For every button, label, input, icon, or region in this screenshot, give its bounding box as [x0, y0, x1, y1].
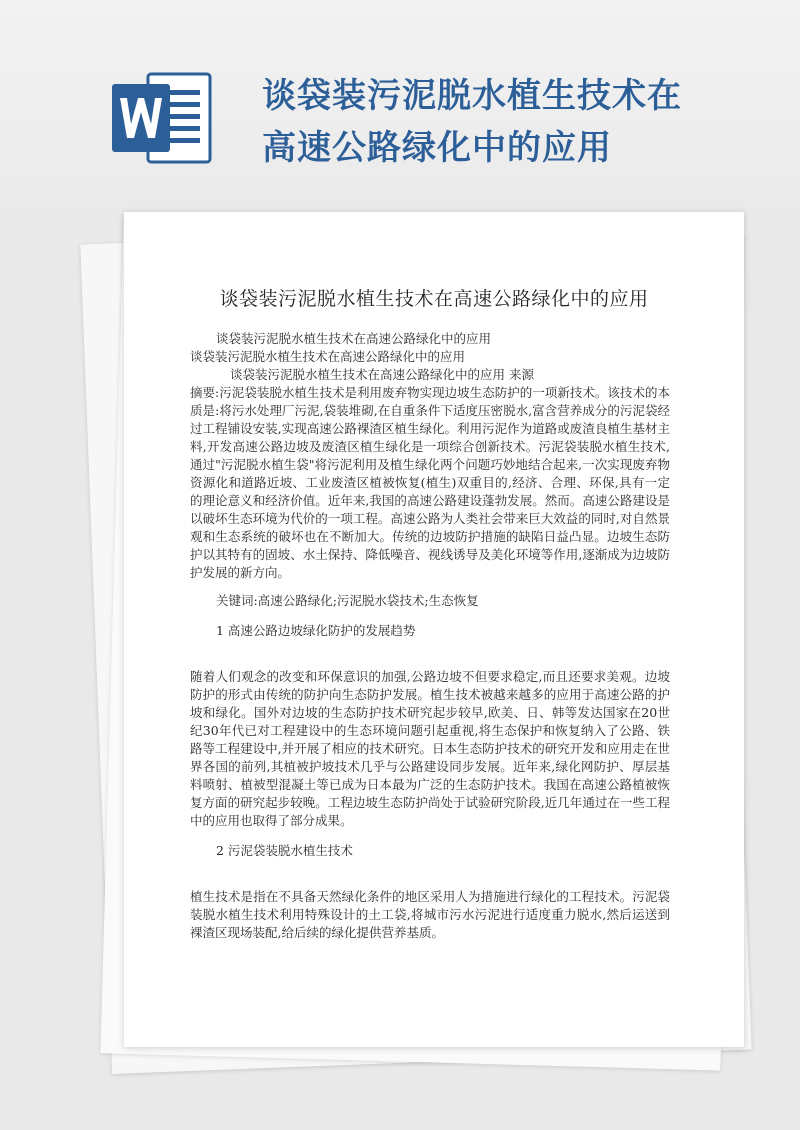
abstract-paragraph: 摘要:污泥袋装脱水植生技术是利用废弃物实现边坡生态防护的一项新技术。该技术的本质是:将污水处理厂污泥,袋装堆砌,在自重条件下适度压密脱水,富含营养成分的污泥袋经过工程铺设安装,实现高速公路裸渣区植生绿化。利用污泥作为道路或废渣良植生基材主料,开发高速公路边坡及废渣区植生绿化是一项综合创新技术。污泥袋装脱水植生技术,通过"污泥脱水植生袋"将污泥利用及植生绿化两个问题巧妙地结合起来,一次实现废弃物资源化和道路近坡、工业废渣区植被恢复(植生)双重目的,经济、合理、环保,具有一定的理论意义和经济价值。近年来,我国的高速公路建设蓬勃发展。然而。高速公路建设是以破坏生态环境为代价的一项工程。高速公路为人类社会带来巨大效益的同时,对自然景观和生态系统的破坏也在不断加大。传统的边坡防护措施的缺陷日益凸显。边坡生态防护以其特有的固坡、水土保持、降低噪音、视线诱导及美化环境等作用,逐渐成为边坡防护发展的新方向。 [190, 385, 670, 580]
section-heading: 1 高速公路边坡绿化防护的发展趋势 [216, 623, 416, 638]
header-banner [0, 0, 800, 215]
document-page [124, 212, 744, 1047]
body-paragraph: 谈袋装污泥脱水植生技术在高速公路绿化中的应用 [190, 349, 466, 364]
body-paragraph: 谈袋装污泥脱水植生技术在高速公路绿化中的应用 [216, 331, 492, 346]
word-document-icon [110, 68, 215, 168]
body-paragraph: 随着人们观念的改变和环保意识的加强,公路边坡不但要求稳定,而且还要求美观。边坡防护的形式由传统的防护向生态防护发展。植生技术被越来越多的应用于高速公路的护坡和绿化。国外对边坡的生态防护技术研究起步较早,欧美、日、韩等发达国家在20世纪30年代已对工程建设中的生态环境问题引起重视,将生态保护和恢复纳入了公路、铁路等工程建设中,并开展了相应的技术研究。日本生态防护技术的研究开发和应用走在世界各国的前列,其植被护坡技术几乎与公路建设同步发展。近年来,绿化网防护、厚层基料喷射、植被型混凝土等已成为日本最为广泛的生态防护技术。我国在高速公路植被恢复方面的研究起步较晚。工程边坡生态防护尚处于试验研究阶段,近几年通过在一些工程中的应用也取得了部分成果。 [190, 669, 670, 828]
page-title: 谈袋装污泥脱水植生技术在高速公路绿化中的应用 [219, 288, 649, 310]
keywords-line: 关键词:高速公路绿化;污泥脱水袋技术;生态恢复 [216, 593, 479, 608]
document-body [190, 330, 670, 942]
body-paragraph: 谈袋装污泥脱水植生技术在高速公路绿化中的应用 来源 [230, 367, 534, 382]
body-paragraph: 植生技术是指在不具备天然绿化条件的地区采用人为措施进行绿化的工程技术。污泥袋装脱水植生技术利用特殊设计的土工袋,将城市污水污泥进行适度重力脱水,然后运送到裸渣区现场装配,给后续的绿化提供营养基质。 [190, 889, 670, 940]
section-heading: 2 污泥袋装脱水植生技术 [216, 843, 353, 858]
document-title: 谈袋装污泥脱水植生技术在高速公路绿化中的应用 [262, 76, 682, 168]
